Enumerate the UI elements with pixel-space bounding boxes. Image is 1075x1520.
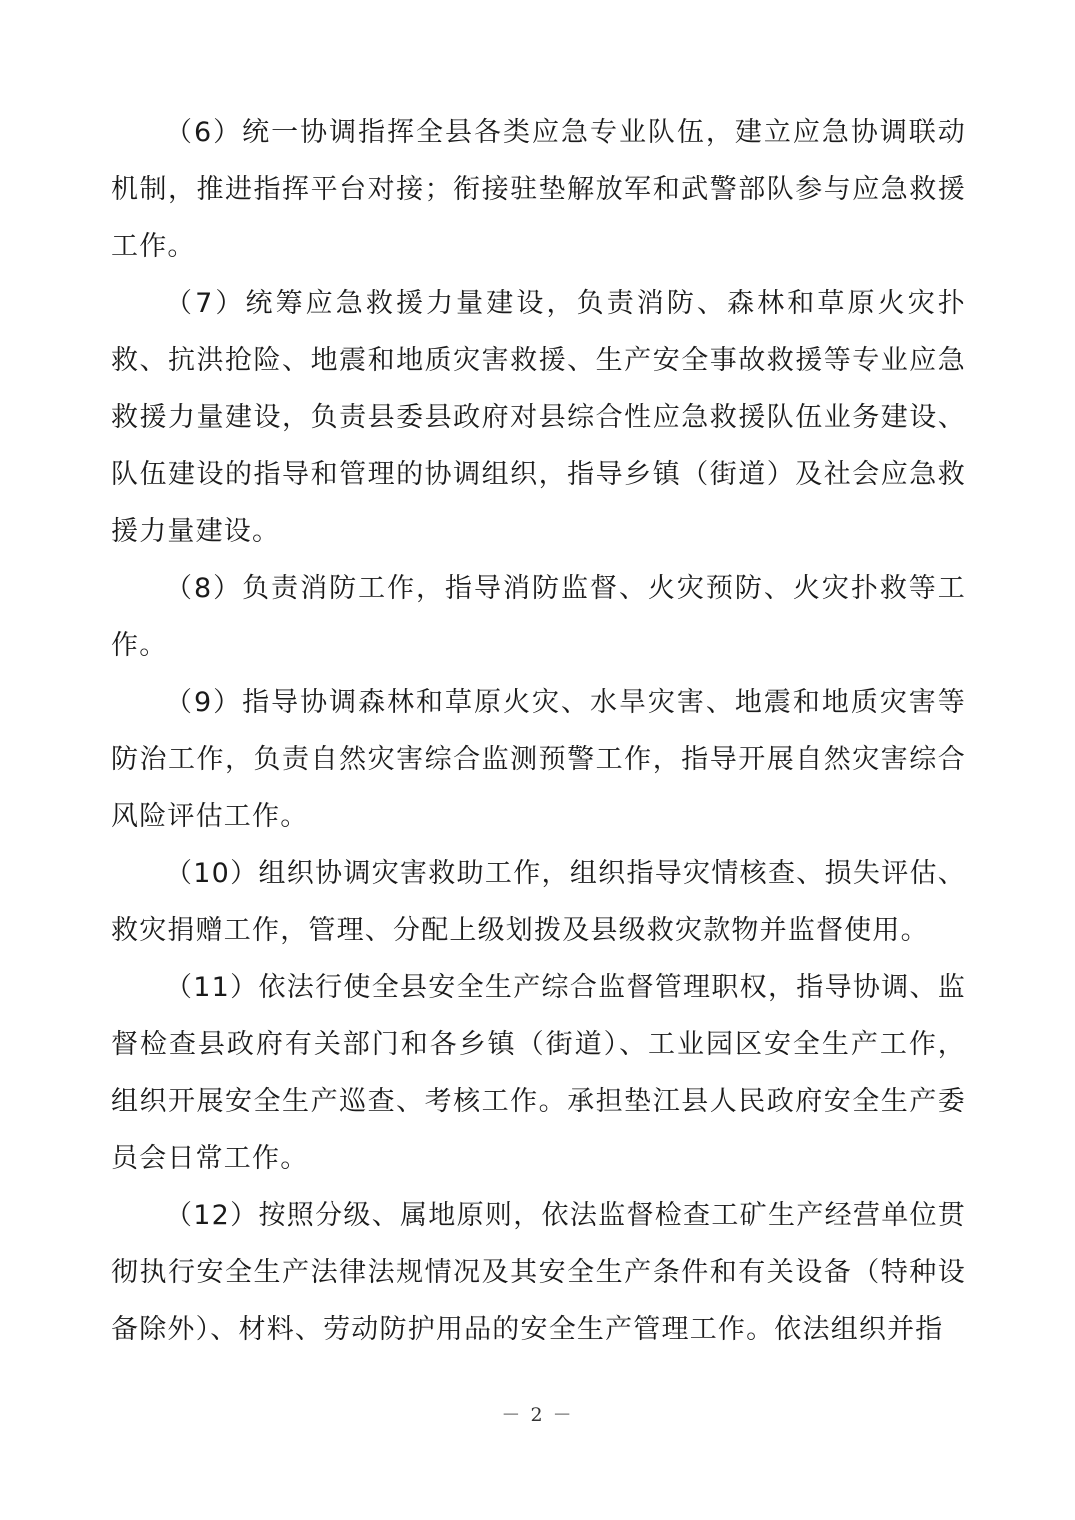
paragraph-12: （12）按照分级、属地原则，依法监督检查工矿生产经营单位贯彻执行安全生产法律法规情况及其安全生产条件和有关设备（特种设备除外）、材料、劳动防护用品的安全生产管理工作。依法组织并指 (111, 1200, 966, 1345)
document-body (111, 104, 966, 1358)
page-number: － 2 － (501, 1404, 574, 1426)
paragraph-9: （9）指导协调森林和草原火灾、水旱灾害、地震和地质灾害等防治工作，负责自然灾害综合监测预警工作，指导开展自然灾害综合风险评估工作。 (111, 687, 966, 832)
paragraph-11: （11）依法行使全县安全生产综合监督管理职权，指导协调、监督检查县政府有关部门和各乡镇（街道）、工业园区安全生产工作，组织开展安全生产巡查、考核工作。承担垫江县人民政府安全生产委员会日常工作。 (111, 972, 966, 1174)
paragraph-8: （8）负责消防工作，指导消防监督、火灾预防、火灾扑救等工作。 (111, 573, 966, 661)
paragraph-10: （10）组织协调灾害救助工作，组织指导灾情核查、损失评估、救灾捐赠工作，管理、分配上级划拨及县级救灾款物并监督使用。 (111, 858, 966, 946)
paragraph-6: （6）统一协调指挥全县各类应急专业队伍，建立应急协调联动机制，推进指挥平台对接；衔接驻垫解放军和武警部队参与应急救援工作。 (111, 117, 966, 262)
paragraph-7: （7）统筹应急救援力量建设，负责消防、森林和草原火灾扑救、抗洪抢险、地震和地质灾害救援、生产安全事故救援等专业应急救援力量建设，负责县委县政府对县综合性应急救援队伍业务建设、队伍建设的指导和管理的协调组织，指导乡镇（街道）及社会应急救援力量建设。 (111, 288, 966, 547)
